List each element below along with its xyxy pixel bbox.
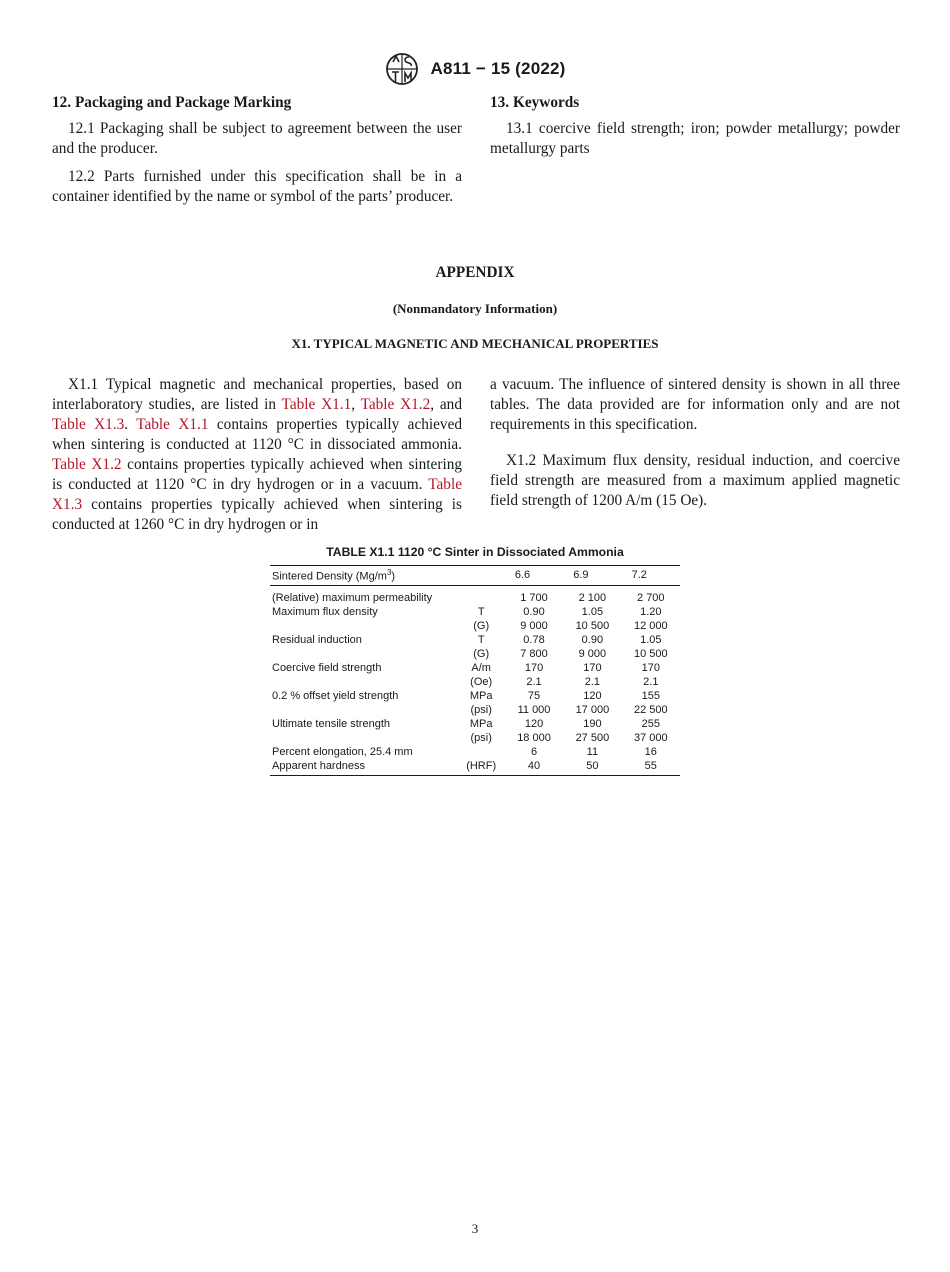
table-x1-2-link[interactable]: Table X1.2 <box>360 396 431 413</box>
x1-1-text: , and <box>430 396 462 413</box>
unit-cell: (G) <box>473 619 490 632</box>
value-6-9-cell: 1.05 <box>581 605 604 618</box>
table-x1-1-link[interactable]: Table X1.1 <box>136 416 209 433</box>
property-cell: Apparent hardness <box>270 759 458 776</box>
appendix-title: APPENDIX <box>435 264 515 281</box>
x1-1-text: . <box>124 416 137 433</box>
x1-1-text: contains properties typically achieved when sintering is conducted at 1120 °C in dissociated ammonia. <box>52 416 463 453</box>
table-x1-1-link[interactable]: Table X1.1 <box>281 396 352 413</box>
value-7-2-cell: 55 <box>622 759 680 776</box>
density-header <box>270 566 458 586</box>
value-6-9-cell: 170 <box>583 661 602 674</box>
unit-cell: (Oe) <box>470 675 493 688</box>
x1-1-column-left <box>52 375 462 535</box>
unit-cell: MPa <box>469 717 493 730</box>
value-7-2-cell: 155 <box>641 689 660 702</box>
property-cell: (Relative) maximum permeability <box>272 591 433 604</box>
property-cell: Percent elongation, 25.4 mm <box>272 745 413 758</box>
value-7-2-cell: 16 <box>644 745 657 758</box>
table-row <box>270 703 680 717</box>
value-6-6-cell: 11 000 <box>517 703 551 716</box>
x1-1-text: X1.1 Typical magnetic and mechanical properties, based on interlaboratory studies, are listed in <box>52 376 462 413</box>
value-7-2-cell: 10 500 <box>633 647 668 660</box>
density-7-2-header: 7.2 <box>622 566 680 586</box>
table-row <box>270 647 680 661</box>
table-row <box>270 661 680 675</box>
properties-table <box>270 565 680 776</box>
unit-cell: (psi) <box>470 731 492 744</box>
property-cell <box>270 619 458 633</box>
value-6-9-cell: 0.90 <box>581 633 604 646</box>
table-row <box>270 745 680 759</box>
appendix-subtitle: (Nonmandatory Information) <box>392 301 558 316</box>
property-cell: Maximum flux density <box>272 605 378 618</box>
value-6-6-cell: 170 <box>524 661 544 674</box>
table-row <box>270 585 680 605</box>
value-6-9-cell: 120 <box>583 689 602 702</box>
value-6-9-cell: 11 <box>586 745 599 758</box>
property-cell <box>270 675 458 689</box>
table-caption: TABLE X1.1 1120 °C Sinter in Dissociated Ammonia <box>326 545 624 559</box>
page-header <box>0 52 950 86</box>
unit-cell: (HRF) <box>458 759 505 776</box>
density-6-6-header: 6.6 <box>505 566 563 586</box>
table-x1-3-link[interactable]: Table X1.3 <box>52 476 462 513</box>
property-cell <box>270 703 458 717</box>
value-6-9-cell: 2 100 <box>578 591 607 604</box>
unit-header <box>458 566 505 586</box>
value-6-6-cell: 9 000 <box>520 619 548 632</box>
paragraph-x1-1-continued: a vacuum. The influence of sintered density is shown in all three tables. The data provided are for information only and are not requirements in this specification. <box>490 376 900 433</box>
unit-cell <box>458 745 505 759</box>
unit-cell: A/m <box>471 661 491 674</box>
value-6-9-cell: 17 000 <box>575 703 610 716</box>
table-row <box>270 633 680 647</box>
astm-logo-icon <box>384 52 420 86</box>
section-13-heading: 13. Keywords <box>490 94 580 111</box>
value-6-6-cell: 1 700 <box>520 591 548 604</box>
x1-1-text: , <box>351 396 361 413</box>
table-row <box>270 605 680 619</box>
value-6-6-cell: 0.90 <box>523 605 545 618</box>
property-cell: Ultimate tensile strength <box>272 717 390 730</box>
value-6-6-cell: 120 <box>524 717 544 730</box>
page-number: 3 <box>471 1221 479 1236</box>
value-6-9-cell: 190 <box>583 717 602 730</box>
value-7-2-cell: 170 <box>641 661 660 674</box>
paragraph-12-2: 12.2 Parts furnished under this specification shall be in a container identified by the name or symbol of the parts’ producer. <box>52 168 462 205</box>
table-header-row <box>270 566 680 586</box>
value-6-6-cell: 0.78 <box>523 633 545 646</box>
x1-1-text: contains properties typically achieved when sintering is conducted at 1260 °C in dry hydrogen or in <box>52 496 462 533</box>
value-6-9-cell: 27 500 <box>575 731 610 744</box>
property-cell <box>270 647 458 661</box>
property-cell: 0.2 % offset yield strength <box>272 689 399 702</box>
table-x1-1 <box>270 545 680 776</box>
value-6-9-cell: 50 <box>563 759 621 776</box>
value-7-2-cell: 1.05 <box>640 633 662 646</box>
table-x1-3-link[interactable]: Table X1.3 <box>52 416 125 433</box>
paragraph-12-1: 12.1 Packaging shall be subject to agreement between the user and the producer. <box>52 120 462 157</box>
paragraph-13-1: 13.1 coercive field strength; iron; powder metallurgy; powder metallurgy parts <box>490 120 900 157</box>
table-row <box>270 759 680 776</box>
value-7-2-cell: 37 000 <box>633 731 668 744</box>
document-id: A811 − 15 (2022) <box>430 59 566 78</box>
section-12 <box>52 93 462 215</box>
value-7-2-cell: 255 <box>641 717 660 730</box>
table-row <box>270 717 680 731</box>
paragraph-x1-1 <box>52 375 462 535</box>
density-header-label: Sintered Density (Mg/m <box>272 570 387 583</box>
value-6-9-cell: 10 500 <box>575 619 610 632</box>
table-row <box>270 675 680 689</box>
value-7-2-cell: 12 000 <box>633 619 668 632</box>
value-6-6-cell: 18 000 <box>517 731 551 744</box>
value-6-6-cell: 2.1 <box>526 675 542 688</box>
table-row <box>270 619 680 633</box>
value-7-2-cell: 2 700 <box>637 591 665 604</box>
value-6-6-cell: 7 800 <box>520 647 548 660</box>
value-7-2-cell: 2.1 <box>643 675 659 688</box>
density-header-sup: 3 <box>386 568 392 577</box>
unit-cell: (G) <box>473 647 490 660</box>
table-x1-2-link[interactable]: Table X1.2 <box>52 456 122 473</box>
unit-cell: T <box>477 633 485 646</box>
x1-section-title: X1. TYPICAL MAGNETIC AND MECHANICAL PROPERTIES <box>291 336 659 351</box>
unit-cell: MPa <box>469 689 493 702</box>
paragraph-x1-2: X1.2 Maximum flux density, residual induction, and coercive field strength are measured from a maximum applied magnetic field strength of 1200 A/m (15 Oe). <box>490 452 900 509</box>
property-cell: Residual induction <box>272 633 362 646</box>
value-6-9-cell: 2.1 <box>584 675 601 688</box>
density-header-close: ) <box>391 570 396 583</box>
value-6-6-cell: 75 <box>527 689 541 702</box>
value-7-2-cell: 1.20 <box>640 605 662 618</box>
section-13 <box>490 93 900 167</box>
unit-cell <box>458 585 505 605</box>
x1-1-text: contains properties typically achieved when sintering is conducted at 1120 °C in dry hydrogen or in a vacuum. <box>52 456 462 493</box>
x1-column-right <box>490 375 900 519</box>
density-6-9-header: 6.9 <box>563 566 621 586</box>
unit-cell: (psi) <box>470 703 492 716</box>
value-7-2-cell: 22 500 <box>633 703 668 716</box>
value-6-6-cell: 40 <box>505 759 563 776</box>
section-12-heading: 12. Packaging and Package Marking <box>52 94 292 111</box>
value-6-6-cell: 6 <box>530 745 538 758</box>
value-6-9-cell: 9 000 <box>578 647 607 660</box>
property-cell <box>270 731 458 745</box>
table-row <box>270 731 680 745</box>
property-cell: Coercive field strength <box>272 661 382 674</box>
unit-cell: T <box>477 605 485 618</box>
table-row <box>270 689 680 703</box>
